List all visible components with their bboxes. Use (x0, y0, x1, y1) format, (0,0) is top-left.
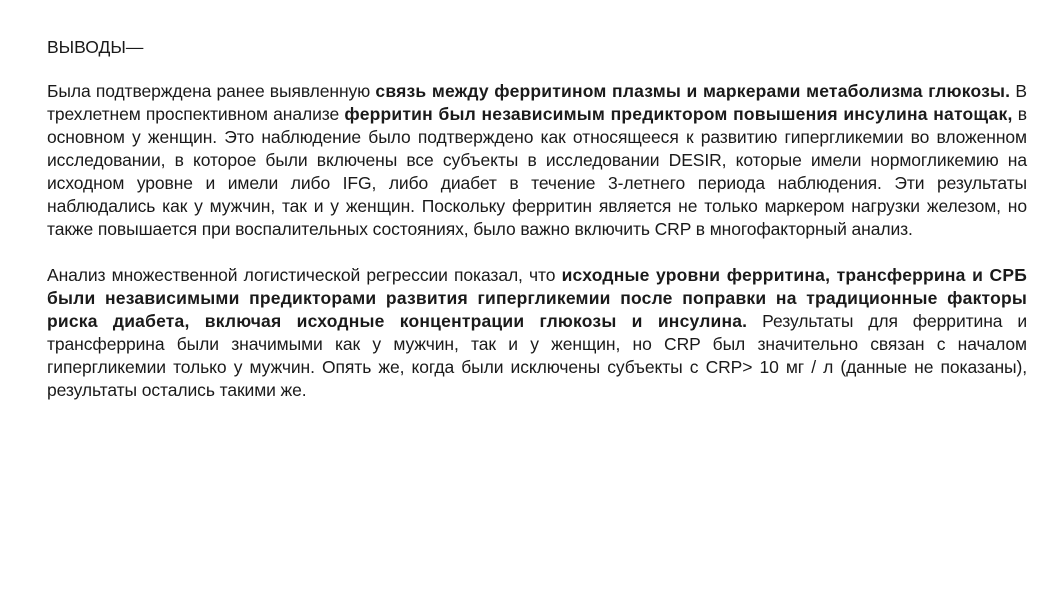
paragraph-1-text-2: В трехлетнем проспективном анализе (47, 81, 1028, 124)
slide-content (47, 36, 1027, 425)
paragraph-1-text-3: в основном у женщин. Это наблюдение было подтверждено как относящееся к развитию гипергликемии во вложенном исследовании, в которое были включены все субъекты в исследовании DESIR, которые имели нормогликемию на исходном уровне и имели либо IFG, либо диабет в течение 3-летнего периода наблюдения. Эти результаты наблюдались как у мужчин, так и у женщин. Поскольку ферритин является не только маркером нагрузки железом, но также повышается при воспалительных состояниях, было важно включить CRP в многофакторный анализ. (47, 104, 1027, 239)
paragraph-1-bold-2: ферритин был независимым предиктором повышения инсулина натощак, (344, 104, 1013, 124)
paragraph-1-text-1: Была подтверждена ранее выявленную (47, 81, 376, 101)
conclusion-paragraph-2 (47, 264, 1027, 402)
paragraph-1-bold-1: связь между ферритином плазмы и маркерами метаболизма глюкозы. (375, 81, 1011, 101)
conclusion-paragraph-1 (47, 80, 1027, 241)
slide-heading: ВЫВОДЫ— (47, 37, 144, 57)
paragraph-2-bold-1: исходные уровни ферритина, трансферрина и СРБ были независимыми предикторами развития гипергликемии после поправки на традиционные факторы риска диабета, включая исходные концентрации глюкозы и инсулина. (47, 265, 1028, 331)
paragraph-2-text-1: Анализ множественной логистической регрессии показал, что (47, 265, 562, 285)
paragraph-2-text-2: Результаты для ферритина и трансферрина были значимыми как у мужчин, так и у женщин, но CRP был значительно связан с началом гипергликемии только у мужчин. Опять же, когда были исключены субъекты с CRP> 10 мг / л (данные не показаны), результаты остались такими же. (47, 311, 1027, 400)
